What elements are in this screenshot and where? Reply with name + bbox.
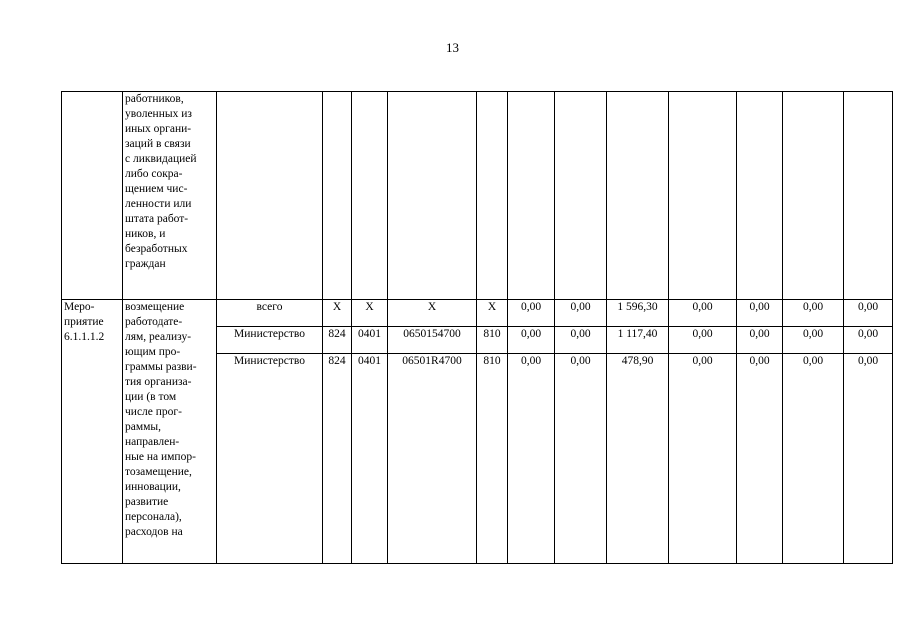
cell-measure-code: Меро- приятие 6.1.1.1.2 [62,300,123,564]
cell-value: 0,00 [844,327,893,354]
table-row [62,300,893,327]
cell-value: 0,00 [669,327,737,354]
cell-value: 0,00 [737,354,783,564]
cell-grbs: 824 [323,354,352,564]
cell-rzpr: 0401 [352,354,388,564]
cell-value: 0,00 [844,300,893,327]
cell-measure-name: работников, уволенных из иных органи- заций в связи с ликвидацией либо сокра- щением чис- ленности или штата работ- ников, и безработных граждан [123,92,217,300]
budget-table [61,91,893,564]
cell-value: 0,00 [669,354,737,564]
cell-value: 0,00 [508,300,555,327]
cell-value: 478,90 [607,354,669,564]
cell-vr: 810 [477,354,508,564]
cell-value: 0,00 [737,300,783,327]
cell-value: 1 117,40 [607,327,669,354]
cell-value: 0,00 [783,300,844,327]
cell-value: 1 596,30 [607,300,669,327]
cell-value: 0,00 [508,354,555,564]
cell-value: 0,00 [783,327,844,354]
cell-csr: Х [388,300,477,327]
table-row [62,92,893,300]
cell-value: 0,00 [669,300,737,327]
cell-executor: Министерство [217,354,323,564]
cell-value: 0,00 [783,354,844,564]
cell-vr: 810 [477,327,508,354]
cell-executor: всего [217,300,323,327]
cell-grbs: Х [323,300,352,327]
cell-csr: 06501R4700 [388,354,477,564]
cell-rzpr: 0401 [352,327,388,354]
cell-csr: 0650154700 [388,327,477,354]
cell-code [62,92,123,300]
cell-value: 0,00 [555,327,607,354]
cell-value: 0,00 [555,354,607,564]
cell-value: 0,00 [508,327,555,354]
cell-grbs: 824 [323,327,352,354]
cell-measure-name: возмещение работодате- лям, реализу- ющим про- граммы разви- тия организа- ции (в том числе прог- раммы, направлен- ные на импор- тозамещение, инновации, развитие персонала), расходов на [123,300,217,564]
cell-rzpr: Х [352,300,388,327]
cell-executor: Министерство [217,327,323,354]
cell-value: 0,00 [737,327,783,354]
page-number: 13 [446,40,459,55]
cell-value: 0,00 [844,354,893,564]
cell-vr: Х [477,300,508,327]
cell-value: 0,00 [555,300,607,327]
